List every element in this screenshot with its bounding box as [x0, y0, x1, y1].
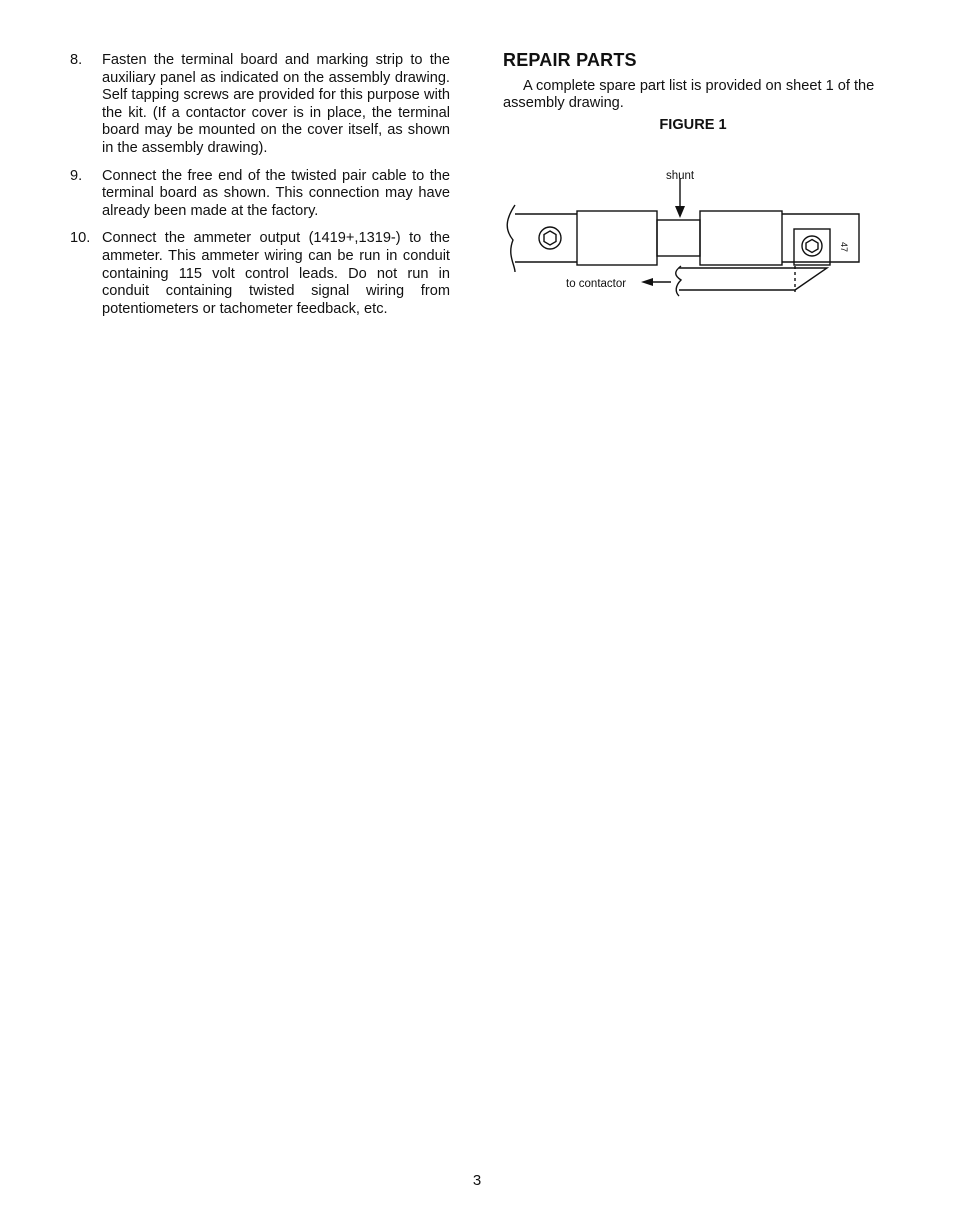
page-number: 3: [472, 1172, 482, 1189]
step-text: Fasten the terminal board and marking strip to the auxiliary panel as indicated on the assembly drawing. Self tapping screws are provided for this purpose with the kit. (If a contactor cover is in place, the terminal board may be mounted on the cover itself, as shown in the assembly drawing).: [102, 52, 450, 156]
repair-parts-section: [503, 52, 883, 134]
section-title: REPAIR PARTS: [503, 50, 637, 70]
cable-lead: [679, 268, 827, 290]
figure-title: FIGURE 1: [659, 116, 727, 133]
contactor-label: to contactor: [566, 278, 627, 290]
repair-parts-text: A complete spare part list is provided on sheet 1 of the assembly drawing.: [503, 77, 875, 112]
left-break-line: [507, 205, 515, 272]
cable-break-line: [676, 266, 681, 296]
shunt-element: [657, 220, 700, 256]
right-shunt-block: [700, 211, 782, 265]
step-text: Connect the ammeter output (1419+,1319-) to the ammeter. This ammeter wiring can be run in conduit containing 115 volt control leads. Do not run in conduit containing twisted signal wiring from potentiometers or tachometer feedback, etc.: [102, 230, 450, 317]
left-shunt-block: [577, 211, 657, 265]
step-number: 9.: [70, 167, 83, 184]
shunt-diagram: [503, 160, 873, 310]
part-number-label: 47: [839, 242, 849, 253]
step-9: [70, 168, 450, 221]
step-text: Connect the free end of the twisted pair cable to the terminal board as shown. This connection may have already been made at the factory.: [102, 167, 450, 219]
terminal-box: [794, 229, 830, 265]
right-bolt-hex: [806, 240, 818, 253]
figure-1-diagram: [503, 160, 873, 310]
step-number: 8.: [70, 52, 83, 68]
left-bolt-hex: [544, 231, 556, 245]
step-10: [70, 230, 450, 318]
shunt-arrowhead: [675, 206, 685, 218]
contactor-arrowhead: [641, 278, 653, 286]
instruction-steps: [70, 52, 450, 328]
shunt-label: shunt: [666, 170, 695, 182]
step-number: 10.: [70, 230, 91, 247]
step-8: [70, 52, 450, 158]
